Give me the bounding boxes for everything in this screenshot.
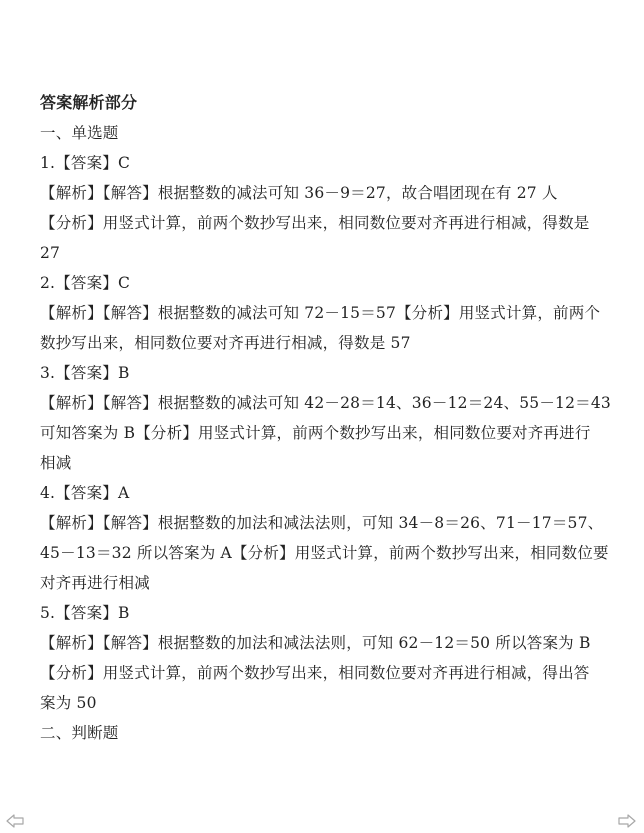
- answer-line: 【分析】用竖式计算，前两个数抄写出来，相同数位要对齐再进行相减，得出答: [40, 664, 590, 682]
- answer-line: 对齐再进行相减: [40, 574, 150, 592]
- answer-line: 可知答案为 B【分析】用竖式计算，前两个数抄写出来，相同数位要对齐再进行: [40, 424, 591, 442]
- answer-line: 【解析】【解答】根据整数的加法和减法法则，可知 62－12＝50 所以答案为 B: [40, 634, 591, 652]
- answer-line: 1.【答案】C: [40, 154, 131, 172]
- answer-line: 5.【答案】B: [40, 604, 130, 622]
- answer-line: 【解析】【解答】根据整数的减法可知 36－9＝27，故合唱团现在有 27 人: [40, 184, 558, 202]
- answer-line: 3.【答案】B: [40, 364, 130, 382]
- section-heading-true-false: 二、判断题: [40, 724, 119, 742]
- answer-line: 2.【答案】C: [40, 274, 131, 292]
- arrow-right-icon[interactable]: [618, 813, 636, 827]
- answer-content: [40, 88, 610, 748]
- section-heading-single-choice: 一、单选题: [40, 124, 119, 142]
- answer-line: 【解析】【解答】根据整数的减法可知 72－15＝57【分析】用竖式计算，前两个: [40, 304, 601, 322]
- answer-line: 【解析】【解答】根据整数的减法可知 42－28＝14、36－12＝24、55－12＝43: [40, 394, 611, 412]
- answer-line: 相减: [40, 454, 72, 472]
- document-title: 答案解析部分: [40, 93, 138, 112]
- answer-line: 【解析】【解答】根据整数的加法和减法法则，可知 34－8＝26、71－17＝57、: [40, 514, 604, 532]
- answer-line: 案为 50: [40, 694, 97, 712]
- arrow-left-icon[interactable]: [6, 813, 24, 827]
- answer-line: 数抄写出来，相同数位要对齐再进行相减，得数是 57: [40, 334, 411, 352]
- answer-line: 【分析】用竖式计算，前两个数抄写出来，相同数位要对齐再进行相减，得数是: [40, 214, 590, 232]
- answer-line: 27: [40, 244, 61, 262]
- answer-line: 4.【答案】A: [40, 484, 130, 502]
- answer-line: 45－13＝32 所以答案为 A【分析】用竖式计算，前两个数抄写出来，相同数位要: [40, 544, 609, 562]
